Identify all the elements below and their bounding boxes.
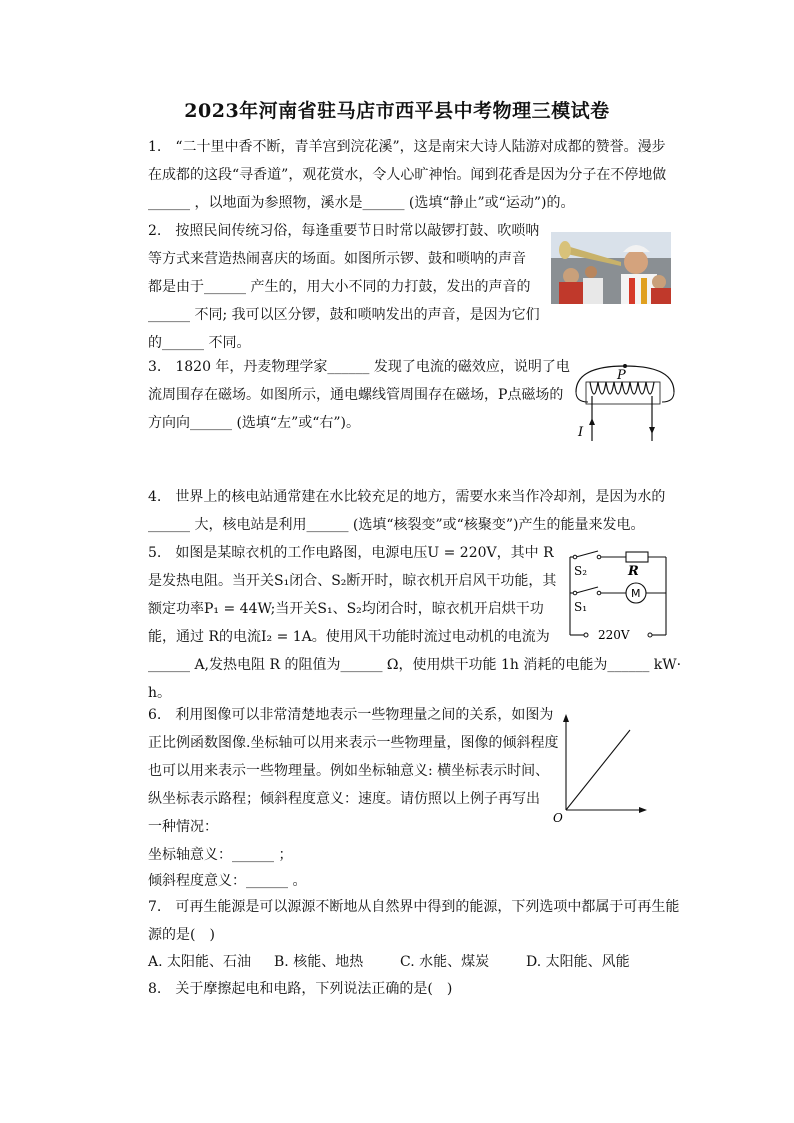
switch-s2-label: S₂ <box>574 564 588 578</box>
proportional-graph-figure <box>550 712 650 824</box>
q6-line-6: 坐标轴意义：______ ； <box>148 847 293 863</box>
circuit-figure <box>556 545 676 645</box>
q2-line-3: 都是由于______ 产生的，用大小不同的力打鼓，发出的声音的 <box>148 279 531 295</box>
q3-line-3: 方向向______ (选填“左”或“右”)。 <box>148 415 361 431</box>
switch-s1-label: S₁ <box>574 600 588 614</box>
q1-line-3: ______ ，以地面为参照物，溪水是______ (选填“静止”或“运动”)的。 <box>148 195 575 211</box>
q6-line-4: 纵坐标表示路程；倾斜程度意义：速度。请仿照以上例子再写出 <box>148 791 540 807</box>
q4-line-1: 4. 世界上的核电站通常建在水比较充足的地方，需要水来当作冷却剂，是因为水的 <box>148 489 666 505</box>
q7-option-a[interactable]: A. 太阳能、石油 <box>148 954 252 970</box>
q7-option-c[interactable]: C. 水能、煤炭 <box>400 954 490 970</box>
q5-line-6: h。 <box>148 685 172 701</box>
q6-line-3: 也可以用来表示一些物理量。例如坐标轴意义: 横坐标表示时间、 <box>148 763 550 779</box>
point-p-label: P <box>617 368 626 383</box>
q2-line-5: 的______ 不同。 <box>148 335 251 351</box>
drummer-photo <box>551 232 671 304</box>
current-i-label: I <box>578 425 584 440</box>
q7-option-b[interactable]: B. 核能、地热 <box>274 954 364 970</box>
drummer-photo-illustration <box>551 232 671 304</box>
voltage-label: 220V <box>598 628 630 642</box>
q7-line-2: 源的是( ) <box>148 927 215 943</box>
q2-line-1: 2. 按照民间传统习俗，每逢重要节日时常以敲锣打鼓、吹唢呐 <box>148 223 540 239</box>
motor-m-label: M <box>631 587 641 600</box>
q2-line-2: 等方式来营造热闹喜庆的场面。如图所示锣、鼓和唢呐的声音 <box>148 251 526 267</box>
q7-option-d[interactable]: D. 太阳能、风能 <box>526 954 630 970</box>
q2-line-4: ______ 不同; 我可以区分锣，鼓和唢呐发出的声音，是因为它们 <box>148 307 540 323</box>
q1-line-2: 在成都的这段“寻香道”，观花赏水，令人心旷神怡。闻到花香是因为分子在不停地做 <box>148 167 667 183</box>
page-title: 2023年河南省驻马店市西平县中考物理三模试卷 <box>184 100 610 122</box>
q6-line-7: 倾斜程度意义：______ 。 <box>148 873 307 889</box>
q6-line-5: 一种情况： <box>148 819 218 835</box>
resistor-r-label: R <box>628 564 639 579</box>
q5-line-5: ______ A,发热电阻 R 的阻值为______ Ω，使用烘干功能 1h 消耗的电能为______ kW· <box>148 657 682 673</box>
q5-line-1: 5. 如图是某晾衣机的工作电路图，电源电压U = 220V，其中 R <box>148 545 554 561</box>
q4-line-2: ______ 大，核电站是利用______ (选填“核裂变”或“核聚变”)产生的能量来发电。 <box>148 517 645 533</box>
q3-line-1: 3. 1820 年，丹麦物理学家______ 发现了电流的磁效应，说明了电 <box>148 359 570 375</box>
q8-line-1: 8. 关于摩擦起电和电路，下列说法正确的是( ) <box>148 981 453 997</box>
proportional-graph <box>550 712 650 824</box>
q3-line-2: 流周围存在磁场。如图所示，通电螺线管周围存在磁场，P点磁场的 <box>148 387 564 403</box>
origin-label: O <box>553 811 563 824</box>
solenoid-figure <box>570 356 680 446</box>
q5-line-2: 是发热电阻。当开关S₁闭合、S₂断开时，晾衣机开启风干功能，其 <box>148 573 557 589</box>
circuit-diagram <box>556 545 676 645</box>
q6-line-2: 正比例函数图像.坐标轴可以用来表示一些物理量，图像的倾斜程度 <box>148 735 559 751</box>
q1-line-1: 1. “二十里中香不断，青羊宫到浣花溪”，这是南宋大诗人陆游对成都的赞誉。漫步 <box>148 139 666 155</box>
q5-line-4: 能，通过 R的电流I₂ = 1A。使用风干功能时流过电动机的电流为 <box>148 629 550 645</box>
q5-line-3: 额定功率P₁ = 44W;当开关S₁、S₂均闭合时，晾衣机开启烘干功 <box>148 601 544 617</box>
q6-line-1: 6. 利用图像可以非常清楚地表示一些物理量之间的关系，如图为 <box>148 707 554 723</box>
q7-line-1: 7. 可再生能源是可以源源不断地从自然界中得到的能源，下列选项中都属于可再生能 <box>148 899 680 915</box>
solenoid-diagram <box>570 356 680 446</box>
